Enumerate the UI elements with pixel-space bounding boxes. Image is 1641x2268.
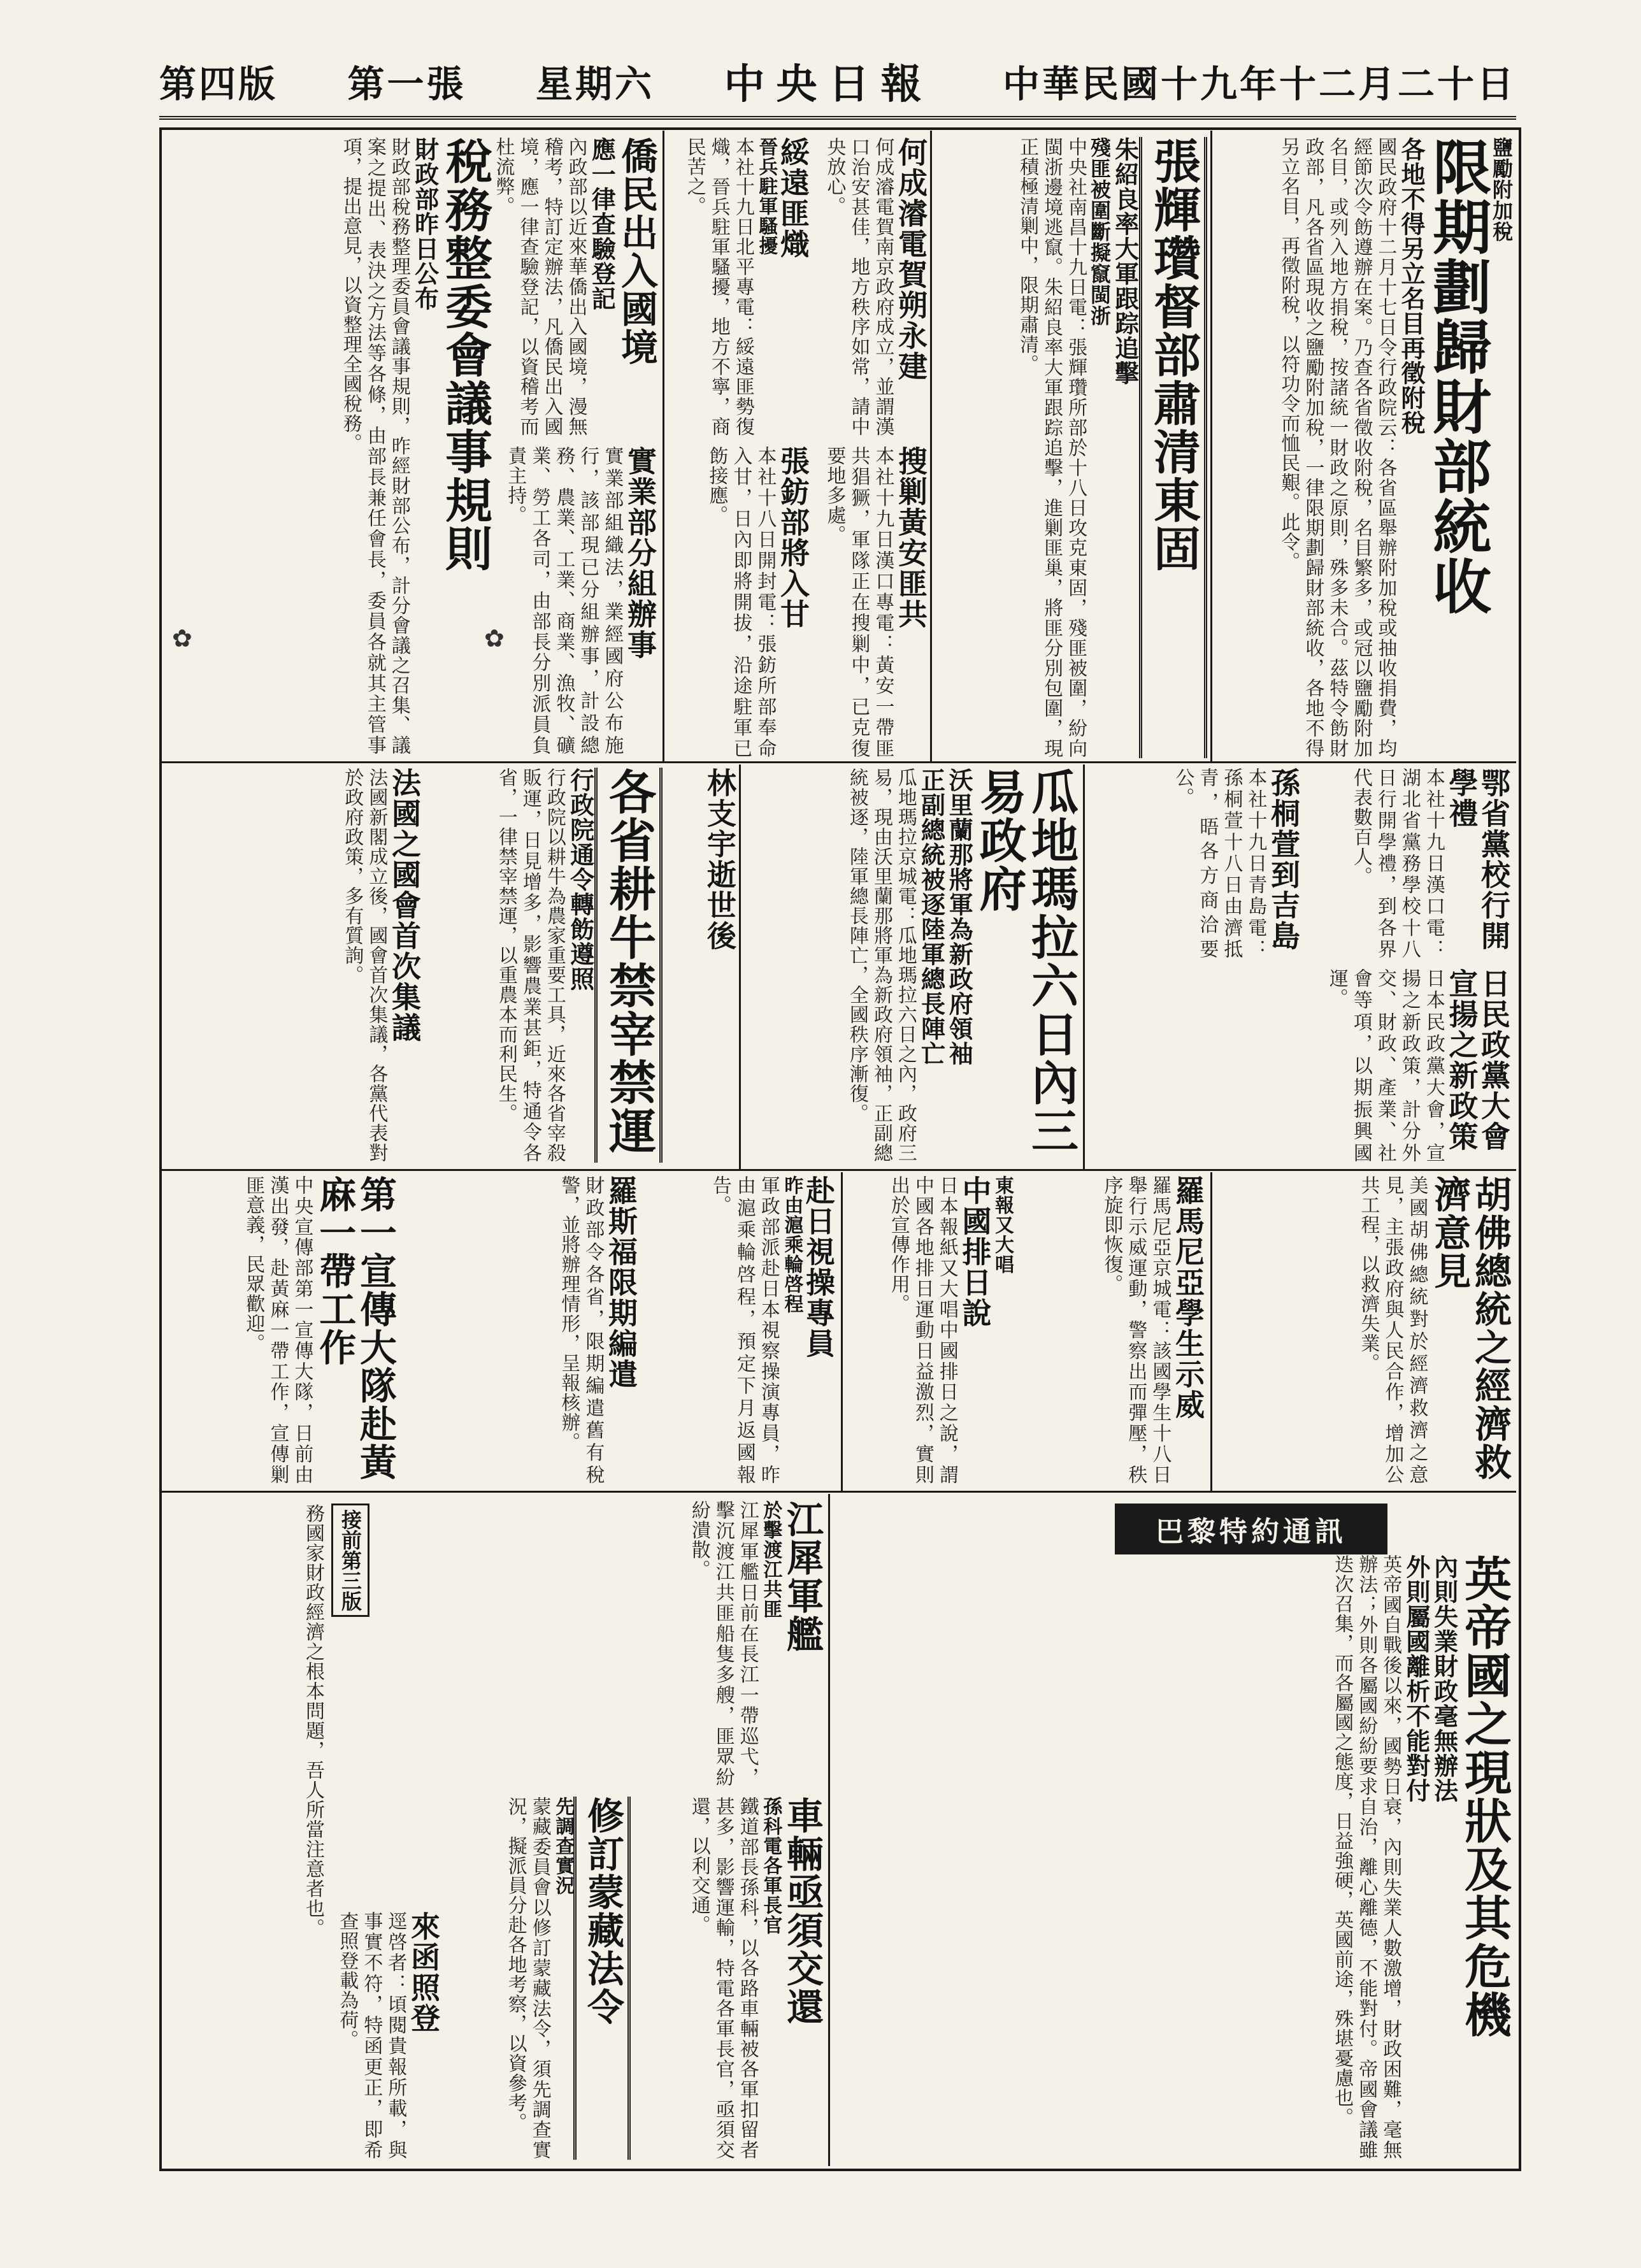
- article-guatemala: [745, 768, 1077, 1163]
- tier-rule-2: [159, 1169, 1516, 1171]
- article-body: 軍政部派赴日本視察操演專員，昨由滬乘輪啓程，預定下月返國報告。: [708, 1175, 780, 1484]
- col-rule-8: [828, 1494, 830, 2166]
- article-body: 何成濬電賀南京政府成立，並謂漢口治安甚佳，地方秩序如常，請中央放心。: [823, 137, 894, 436]
- article-headline: 孫桐萱到吉島: [1266, 768, 1301, 951]
- article-subtitle: 行政院通令轉飭遵照: [566, 768, 595, 991]
- article-kicker: 東報又大唱: [991, 1175, 1014, 1274]
- article-industry-ministry: [497, 446, 656, 755]
- article-body: 英帝國自戰後以來，國勢日衰，內則失業人數激增，財政困難，毫無辦法；外則各屬國紛紛要求自治，離心離德，不能對付。帝國會議雖迭次召集，而各屬國之態度，日益強硬，英國前途，殊堪憂慮也。: [1331, 1554, 1402, 2160]
- article-body: 逕啓者：頃閱貴報所載，與事實不符，特函更正，即希查照登載為荷。: [336, 1911, 407, 2160]
- article-headline: 張輝瓚督部肅清東固: [1139, 137, 1207, 758]
- article-headline: 羅斯福限期編遣: [604, 1175, 638, 1389]
- article-body: 中央宣傳部第一宣傳大隊，日前由漢出發，赴黃麻一帶工作，宣傳剿匪意義，民眾歡迎。: [242, 1175, 313, 1484]
- masthead: [159, 46, 1516, 120]
- masthead-date: 中華民國十九年十二月二十日: [1002, 62, 1516, 106]
- article-headline: 搜剿黃安匪共: [894, 446, 928, 629]
- article-headline: 實業部分組辦事: [623, 446, 657, 660]
- decorative-flower-icon: ✿: [172, 624, 192, 652]
- masthead-paper-title: 中央日報: [724, 61, 933, 108]
- article-subtitle: 應一律查驗登記: [587, 137, 617, 311]
- article-headline: 第一宣傳大隊赴黃麻一帶工作: [313, 1175, 397, 1481]
- article-side-heading: 沃里蘭那將軍為新政府領袖: [945, 768, 974, 1066]
- article-side-heading: 殘匪被圍斷擬竄閩浙: [1087, 137, 1112, 326]
- article-french-parliament: [166, 768, 420, 1163]
- article-headline: 江犀軍艦: [780, 1500, 824, 1653]
- article-huangan: [815, 446, 927, 758]
- article-headline: 瓜地瑪拉六日內三易政府: [971, 768, 1078, 1155]
- article-cattle-ban: [427, 768, 663, 1163]
- article-headline: 中國排日說: [957, 1175, 992, 1328]
- article-side-heading-2: 外則屬國離析不能對付: [1401, 1554, 1431, 1803]
- col-rule-2: [930, 131, 932, 761]
- article-body: 江犀軍艦日前在長江一帶巡弋，擊沉渡江共匪船隻多艘，匪眾紛紛潰散。: [687, 1500, 759, 1787]
- decorative-flower-icon: ✿: [484, 624, 505, 652]
- article-he-chengjun: [815, 137, 927, 436]
- col-rule-6: [841, 1172, 843, 1491]
- article-body: 本社十九日漢口電：湖北省黨務學校十八日行開學禮，到各界代表數百人。: [1349, 768, 1445, 959]
- article-vehicles: [637, 1797, 822, 2160]
- tier-rule-3: [159, 1491, 1516, 1493]
- article-body: 財政部稅務整理委員會議事規則，昨經財部公布，計分會議之召集、議案之提出、表決之方法等各條，由部長兼任會長，委員各就其主管事項，提出意見，以資整理全國稅務。: [339, 137, 410, 755]
- article-headline: 林支宇逝世後: [703, 768, 737, 951]
- article-japan-party: [1089, 968, 1510, 1163]
- paris-correspondence-banner: 巴黎特約通訊: [1115, 1504, 1387, 1554]
- article-body: 瓜地瑪拉京城電：瓜地瑪拉六日之內，政府三易，現由沃里蘭那將軍為新政府領袖，正副總統被逐，陸軍總長陣亡，全國秩序漸復。: [845, 768, 917, 1163]
- article-headline: 鄂省黨校行開學禮: [1444, 768, 1511, 951]
- article-headline: 各省耕牛禁宰禁運: [594, 768, 663, 1163]
- article-kicker: 鹽勵附加稅: [1489, 137, 1514, 242]
- continued-label: 接前第三版: [331, 1504, 369, 1617]
- article-body: 法國新閣成立後，國會首次集議，各黨代表對於政府政策，多有質詢。: [341, 768, 388, 1163]
- article-headline: 來函照登: [406, 1911, 441, 2034]
- article-budget: [401, 1175, 637, 1484]
- article-body: 蒙藏委員會以修訂蒙藏法令，須先調查實況，擬派員分赴各地考察，以資參考。: [504, 1797, 551, 2160]
- article-subtitle: 財政部昨日公布: [410, 137, 440, 311]
- article-headline: 僑民出入國境: [615, 137, 658, 366]
- tier-rule-1: [159, 761, 1516, 763]
- article-dongu: [933, 137, 1207, 758]
- article-anti-japan: [847, 1175, 1013, 1484]
- col-rule-3: [663, 131, 664, 761]
- article-subtitle: 朱紹良率大軍跟踪追擊: [1110, 137, 1140, 385]
- article-body: 行政院以耕牛為農家重要工具，近來各省宰殺販運，日見增多，影響農業甚鉅，特通令各省，一律禁宰禁運，以重農本而利民生。: [494, 768, 566, 1163]
- article-subtitle: 孫科電各軍長官: [759, 1797, 782, 1935]
- article-romania: [1019, 1175, 1204, 1484]
- article-overseas: [492, 137, 658, 436]
- article-zhang-fang: [701, 446, 809, 758]
- article-body: 本社十八日開封電：張鈁所部奉命入甘，日內即將開拔，沿途駐軍已飭接應。: [705, 446, 777, 758]
- article-headline: 稅務整委會議事規則: [438, 137, 492, 573]
- article-body: 本社十九日北平專電：綏遠匪勢復熾，晉兵駐軍騷擾，地方不寧，商民苦之。: [683, 137, 754, 436]
- article-sun-tongxuan: [1089, 768, 1300, 959]
- masthead-page: 第四版: [159, 62, 278, 106]
- article-headline: 限期劃歸財部統收: [1423, 137, 1493, 616]
- article-british-empire: [835, 1554, 1510, 2160]
- article-tax-committee: [166, 137, 491, 755]
- article-headline: 英帝國之現狀及其危機: [1457, 1554, 1512, 2039]
- article-body: 本社十九日青島電：孫桐萱十八日由濟抵青，晤各方商洽要公。: [1172, 768, 1267, 959]
- article-body: 國民政府十二月十七日令行政院云：各省區舉辦附加稅或抽收捐費，均經節次令飭遵辦在案。乃查各省徵收附稅，名目繁多，或冠以鹽勵附加名目，或列入地方捐稅，按諸統一財政之原則，殊多未合。茲特令飭財政部，凡各省區現收之鹽勵附加稅，一律限期劃歸財部統收，各地不得另立名目，再徵附稅，以符功令而恤民艱。此令。: [1277, 137, 1397, 758]
- article-mongolia-tibet-law: [446, 1797, 631, 2160]
- article-body: 美國胡佛總統對於經濟救濟之意見，主張政府與人民合作，增加公共工程，以救濟失業。: [1357, 1175, 1428, 1484]
- article-jiangxi-warship: [637, 1500, 822, 1787]
- masthead-section: 第一張: [347, 62, 466, 106]
- article-subtitle: 先調查實況: [552, 1797, 575, 1895]
- article-body: 務國家財政經濟之根本問題，吾人所當注意者也。: [302, 1504, 324, 1938]
- article-body: 羅馬尼亞京城電：該國學生十八日舉行示威運動，警察出而彈壓，秩序旋即恢復。: [1100, 1175, 1172, 1484]
- article-headline: 綏遠匪熾: [776, 137, 810, 259]
- article-body: 中央社南昌十九日電：張輝瓚所部於十八日攻克東固，殘匪被圍，紛向閩浙邊境逃竄。朱紹良率大軍跟踪追擊，進剿匪巢，將匪分別包圍，現正積極清剿中，限期肅清。: [1016, 137, 1087, 758]
- article-headline: 車輛亟須交還: [780, 1797, 824, 2026]
- article-body: 日本民政黨大會，宣揚之新政策，計分外交、財政、產業、社會等項，以期振興國運。: [1325, 968, 1445, 1163]
- col-rule-1: [1210, 131, 1212, 761]
- article-headline: 日民政黨大會宣揚之新政策: [1444, 968, 1511, 1152]
- article-hoover: [1217, 1175, 1510, 1484]
- article-letter: [331, 1911, 440, 2160]
- article-subtitle: 於擊渡江共匪: [759, 1500, 782, 1619]
- article-continued: [166, 1504, 325, 2160]
- article-headline: 張鈁部將入甘: [776, 446, 810, 629]
- article-headline: 羅馬尼亞學生示威: [1171, 1175, 1205, 1420]
- article-body: 鐵道部長孫科，以各路車輛被各軍扣留者甚多，影響運輸，特電各軍長官，亟須交還，以利交通。: [687, 1797, 759, 2160]
- article-side-heading: 內則失業財政毫無辦法: [1430, 1554, 1459, 1803]
- masthead-weekday: 星期六: [536, 62, 655, 106]
- article-headline: 法國之國會首次集議: [387, 768, 422, 1043]
- article-body: 日本報紙又大唱中國排日之說，謂中國各地排日運動日益激烈，實則出於宣傳作用。: [887, 1175, 958, 1484]
- article-fiscal-tax: [1214, 137, 1513, 758]
- article-propaganda: [166, 1175, 395, 1484]
- article-lin-zhiyu: [669, 768, 736, 1163]
- article-body: 內政部以近來華僑出入國境，漫無稽考，特訂定辦法，凡僑民出入國境，應一律查驗登記，以資稽考而杜流弊。: [492, 137, 587, 436]
- article-headline: 胡佛總統之經濟救濟意見: [1428, 1175, 1512, 1481]
- col-rule-5: [739, 764, 741, 1169]
- article-japan-envoy: [643, 1175, 835, 1484]
- article-body: 實業部組織法，業經國府公布施行，該部現已分組辦事，計設總務、農業、工業、商業、漁牧、礦業、勞工各司，由部長分別派員負責主持。: [504, 446, 624, 755]
- article-headline: 修訂蒙藏法令: [573, 1797, 631, 2160]
- article-hubei-school: [1306, 768, 1510, 959]
- article-suiyuan: [683, 137, 810, 436]
- article-subtitle: 各地不得另立名目再徵附稅: [1397, 137, 1426, 435]
- col-rule-7: [1210, 1172, 1212, 1491]
- article-body: 本社十九日漢口專電：黃安一帶匪共猖獗，軍隊正在搜剿中，已克復要地多處。: [823, 446, 894, 758]
- article-body: 財政部令各省，限期編遣舊有稅警，並將辦理情形，呈報核辦。: [557, 1175, 605, 1484]
- article-headline: 何成濬電賀朔永建: [894, 137, 928, 382]
- col-rule-4: [1083, 764, 1085, 1169]
- article-side-heading-2: 正副總統被逐陸軍總長陣亡: [917, 768, 946, 1066]
- article-subtitle: 晉兵駐軍騷擾: [755, 137, 778, 255]
- article-headline: 赴日視操專員: [801, 1175, 836, 1359]
- article-subtitle: 昨由滬乘輪啓程: [780, 1175, 803, 1314]
